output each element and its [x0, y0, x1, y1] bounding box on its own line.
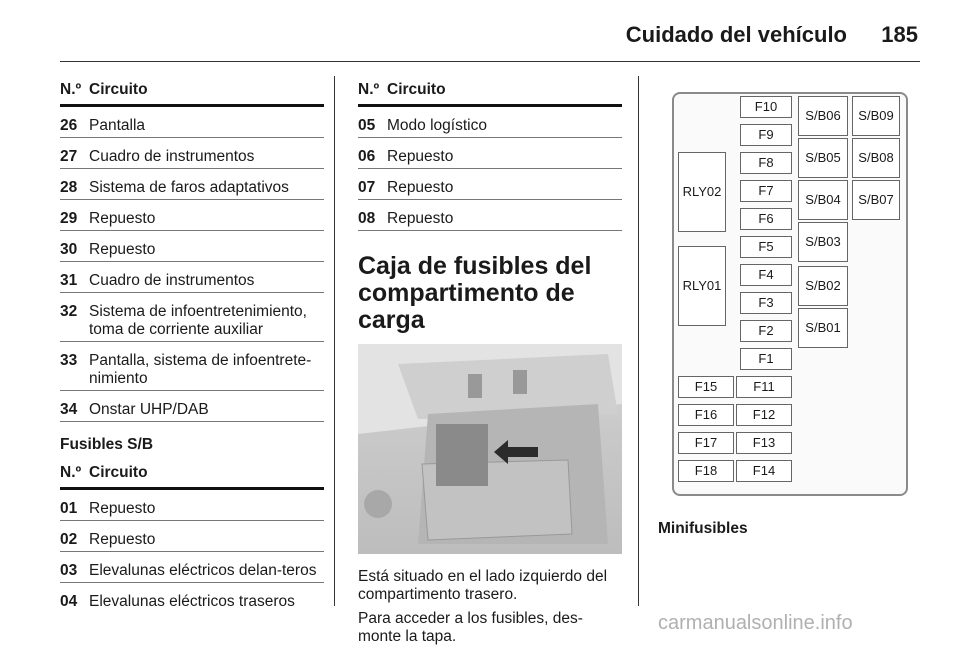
col-header-circuit: Circuito	[89, 80, 324, 106]
section-title: Caja de fusibles del compartimento de carga	[358, 252, 592, 334]
fuse-circuit: Modo logístico	[387, 106, 622, 138]
fuse-S-B07: S/B07	[852, 180, 900, 220]
fuse-table-2	[358, 80, 622, 231]
fuse-number: 07	[358, 169, 387, 200]
location-paragraph: Está situado en el lado izquierdo del compartimento trasero.	[358, 568, 608, 603]
column-separator-1	[334, 76, 335, 606]
fuse-F11: F11	[736, 376, 792, 398]
fuse-F6: F6	[740, 208, 792, 230]
watermark: carmanualsonline.info	[658, 612, 853, 634]
col-header-circuit: Circuito	[387, 80, 622, 106]
fuse-S-B01: S/B01	[798, 308, 848, 348]
fuse-number: 30	[60, 231, 89, 262]
fuse-F13: F13	[736, 432, 792, 454]
table-row	[60, 262, 324, 293]
fuse-number: 03	[60, 552, 89, 583]
fuse-F7: F7	[740, 180, 792, 202]
fuse-S-B02: S/B02	[798, 266, 848, 306]
table-row	[358, 138, 622, 169]
page-header-title: Cuidado del vehículo	[625, 22, 847, 47]
fuse-number: 27	[60, 138, 89, 169]
fuse-circuit: Sistema de infoentretenimiento, toma de corriente auxiliar	[89, 293, 324, 342]
fuse-number: 33	[60, 342, 89, 391]
fuse-F16: F16	[678, 404, 734, 426]
fuse-F3: F3	[740, 292, 792, 314]
fuse-circuit: Cuadro de instrumentos	[89, 262, 324, 293]
sb-fuses-heading: Fusibles S/B	[60, 436, 154, 453]
fuse-circuit: Repuesto	[89, 231, 324, 262]
table-row	[60, 106, 324, 138]
table-row	[358, 200, 622, 231]
fuse-number: 05	[358, 106, 387, 138]
fuse-F8: F8	[740, 152, 792, 174]
fuse-circuit: Pantalla, sistema de infoentrete-nimiento	[89, 342, 324, 391]
fuse-number: 04	[60, 593, 78, 610]
table-row	[60, 231, 324, 262]
fuse-number: 06	[358, 138, 387, 169]
fuse-F18: F18	[678, 460, 734, 482]
cargo-compartment-photo	[358, 344, 622, 554]
fuse-circuit: Repuesto	[387, 169, 622, 200]
table-row	[60, 552, 324, 583]
col-header-circuit: Circuito	[89, 463, 324, 489]
fuse-F4: F4	[740, 264, 792, 286]
col-header-number: N.º	[358, 80, 387, 106]
fuse-number: 32	[60, 293, 89, 342]
table-row	[60, 583, 324, 614]
header-rule	[60, 61, 920, 62]
table-row	[60, 138, 324, 169]
fuse-F5: F5	[740, 236, 792, 258]
table-row	[60, 489, 324, 521]
fuse-number: 02	[60, 521, 89, 552]
fuse-circuit: Repuesto	[387, 138, 622, 169]
fuse-F1: F1	[740, 348, 792, 370]
fuse-circuit: Elevalunas eléctricos delan-teros	[89, 552, 324, 583]
table-row	[60, 342, 324, 391]
fuse-S-B04: S/B04	[798, 180, 848, 220]
fuse-number: 31	[60, 262, 89, 293]
table-row	[60, 169, 324, 200]
table-header-row	[60, 463, 324, 489]
fuse-F12: F12	[736, 404, 792, 426]
fuse-number: 34	[60, 391, 89, 422]
cargo-photo-illustration	[358, 344, 622, 554]
fuse-number: 28	[60, 169, 89, 200]
fuse-circuit: Repuesto	[89, 489, 324, 521]
table-row	[60, 293, 324, 342]
fuse-circuit: Cuadro de instrumentos	[89, 138, 324, 169]
table-header-row	[60, 80, 324, 106]
fuse-S-B06: S/B06	[798, 96, 848, 136]
column-separator-2	[638, 76, 639, 606]
col-header-number: N.º	[60, 463, 89, 489]
fuse-F14: F14	[736, 460, 792, 482]
fuse-circuit: Repuesto	[89, 200, 324, 231]
fuse-circuit: Elevalunas eléctricos traseros	[89, 593, 295, 610]
fuse-S-B09: S/B09	[852, 96, 900, 136]
fuse-F9: F9	[740, 124, 792, 146]
fuse-circuit: Repuesto	[387, 200, 622, 231]
figure-caption: Minifusibles	[658, 520, 748, 537]
fusebox-diagram	[672, 92, 908, 496]
fuse-F17: F17	[678, 432, 734, 454]
fuse-circuit: Repuesto	[89, 521, 324, 552]
fuse-S-B08: S/B08	[852, 138, 900, 178]
fuse-circuit: Onstar UHP/DAB	[89, 391, 324, 422]
fuse-number: 01	[60, 489, 89, 521]
table-row	[60, 200, 324, 231]
fuse-S-B03: S/B03	[798, 222, 848, 262]
fuse-number: 29	[60, 200, 89, 231]
relay-RLY02: RLY02	[678, 152, 726, 232]
relay-RLY01: RLY01	[678, 246, 726, 326]
fuse-circuit: Pantalla	[89, 106, 324, 138]
table-row	[358, 106, 622, 138]
fuse-S-B05: S/B05	[798, 138, 848, 178]
fuse-F15: F15	[678, 376, 734, 398]
col-header-number: N.º	[60, 80, 89, 106]
fuse-circuit: Sistema de faros adaptativos	[89, 169, 324, 200]
column-1	[60, 80, 324, 613]
access-paragraph: Para acceder a los fusibles, des-monte la tapa.	[358, 610, 583, 645]
fuse-table-1	[60, 80, 324, 422]
table-row	[358, 169, 622, 200]
fuse-F10: F10	[740, 96, 792, 118]
table-header-row	[358, 80, 622, 106]
table-row	[60, 521, 324, 552]
table-row	[60, 391, 324, 422]
column-2	[358, 80, 622, 646]
page-number: 185	[881, 22, 918, 47]
fuse-number: 08	[358, 200, 387, 231]
fuse-F2: F2	[740, 320, 792, 342]
fuse-table-sb	[60, 463, 324, 613]
fuse-number: 26	[60, 106, 89, 138]
